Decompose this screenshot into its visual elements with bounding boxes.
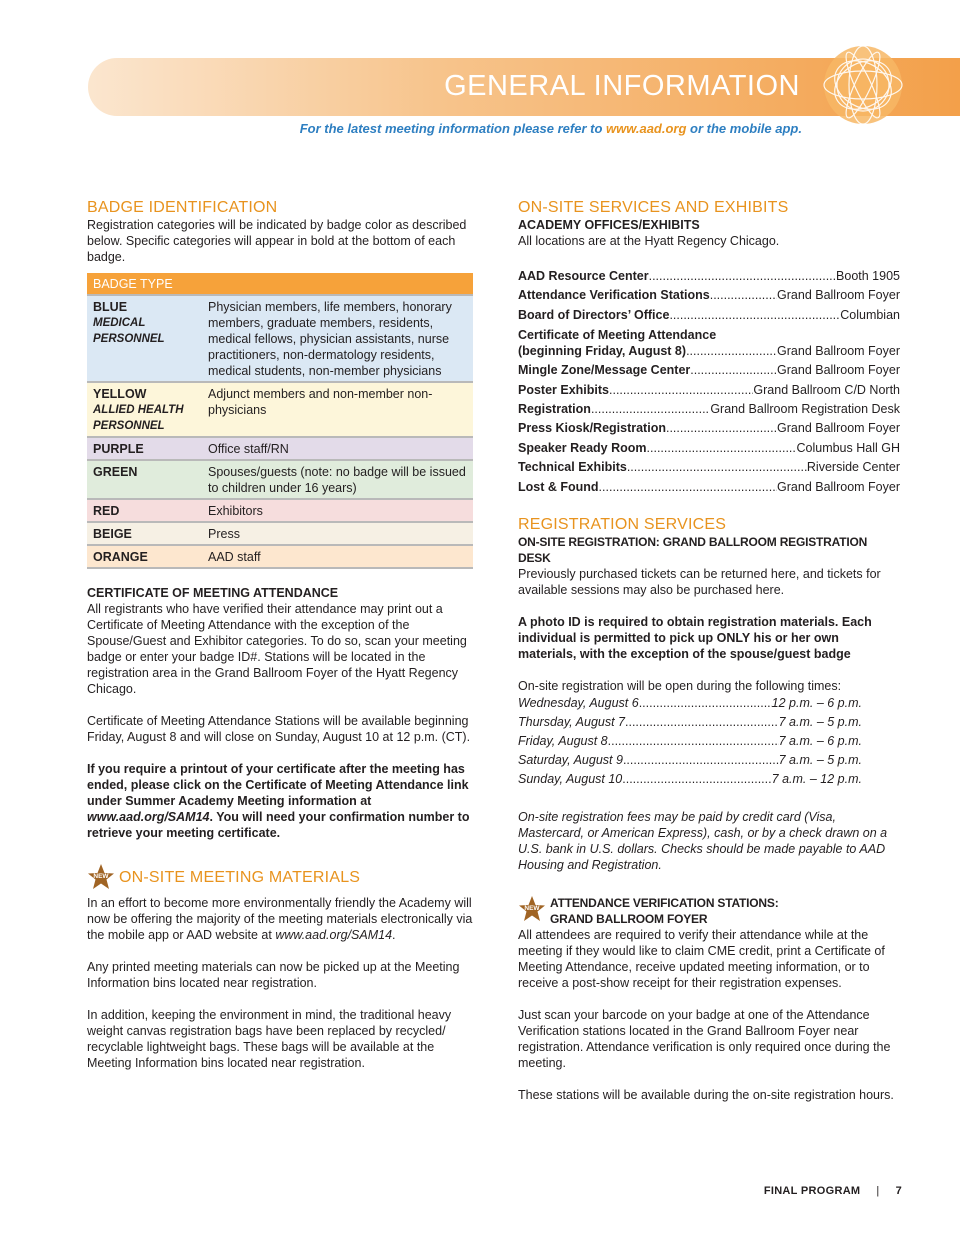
materials-p1-end: . bbox=[392, 928, 396, 942]
footer bbox=[764, 1185, 902, 1197]
service-name: Lost & Found bbox=[518, 479, 599, 494]
leader-dots bbox=[622, 770, 771, 789]
service-item bbox=[518, 286, 900, 305]
badge-color bbox=[87, 295, 202, 382]
hours-row bbox=[518, 694, 862, 713]
service-item bbox=[518, 361, 900, 380]
badge-description: Press bbox=[208, 527, 240, 541]
footer-label: FINAL PROGRAM bbox=[763, 1185, 861, 1197]
new-star-label: NEW bbox=[93, 873, 109, 880]
service-item-certificate-2 bbox=[518, 343, 900, 359]
service-name: Mingle Zone/Message Center bbox=[518, 363, 691, 378]
attendance-heading bbox=[518, 895, 900, 927]
badge-description: AAD staff bbox=[208, 550, 261, 564]
materials-p1 bbox=[87, 895, 475, 943]
badge-color-label: BLUE bbox=[93, 300, 128, 314]
badge-description: Physician members, life members, honorary members, graduate members, residents, medical fellows, physician assistants, nurse practitioners, non-dermatology residents, medical students, non-member physicians bbox=[208, 300, 452, 378]
materials-p3: In addition, keeping the environment in mind, the traditional heavy weight canvas registration bags have been replaced by recycled/ recyclable lightweight bags. These bags will be available at the Meeting Information bins located near registration. bbox=[87, 1008, 452, 1070]
leader-dots bbox=[639, 694, 772, 713]
leader-dots bbox=[666, 419, 777, 438]
materials-heading bbox=[87, 863, 475, 891]
badge-color-label: PURPLE bbox=[93, 442, 144, 456]
service-item bbox=[518, 478, 900, 497]
leader-dots bbox=[591, 400, 710, 419]
hours-time: 7 a.m. – 5 p.m. bbox=[778, 753, 862, 768]
hours-row bbox=[518, 732, 862, 751]
service-location: Columbus Hall GH bbox=[796, 440, 900, 455]
service-name: Press Kiosk/Registration bbox=[518, 421, 666, 436]
service-location: Grand Ballroom Registration Desk bbox=[710, 402, 900, 417]
certificate-p1: All registrants who have verified their attendance may print out a Certificate of Meeting Attendance with the exception of the Spouse/Guest and Exhibitor categories. To do so, scan your meeting badge or enter your badge ID#. Stations will be located in the registration area in the Grand Ballroom Foyer of the Hyatt Regency Chicago. bbox=[87, 602, 467, 696]
certificate-link[interactable]: www.aad.org/SAM14 bbox=[87, 810, 210, 824]
service-name: Certificate of Meeting Attendance bbox=[518, 328, 717, 343]
service-location: Grand Ballroom Foyer bbox=[777, 479, 900, 494]
leader-dots bbox=[710, 286, 777, 305]
hours-time: 12 p.m. – 6 p.m. bbox=[771, 696, 862, 711]
leader-dots bbox=[690, 361, 777, 380]
service-name: Poster Exhibits bbox=[518, 382, 609, 397]
certificate-p3-end: . You will need your confirmation number to retrieve your meeting certificate. bbox=[87, 810, 470, 840]
services-intro: All locations are at the Hyatt Regency Chicago. bbox=[518, 234, 780, 248]
services-section-title: ON-SITE SERVICES AND EXHIBITS bbox=[518, 199, 789, 216]
badge-row bbox=[87, 437, 473, 460]
new-star-icon bbox=[87, 863, 115, 891]
registration-section-title: REGISTRATION SERVICES bbox=[518, 516, 727, 534]
new-star-label: NEW bbox=[524, 905, 540, 913]
badge-description: Exhibitors bbox=[208, 504, 263, 518]
hours-day: Saturday, August 9 bbox=[518, 753, 623, 768]
badge-color bbox=[87, 545, 202, 568]
service-item-certificate bbox=[518, 327, 900, 343]
certificate-p3-text: If you require a printout of your certificate after the meeting has ended, please click on the Certificate of Meeting Attendance link under Summer Academy Meeting information at bbox=[87, 762, 469, 808]
certificate-p2: Certificate of Meeting Attendance Stations will be available beginning Friday, August 8 and will close on Sunday, August 10 at 12 p.m. (CT). bbox=[87, 714, 471, 744]
leader-dots bbox=[608, 732, 779, 751]
service-name: AAD Resource Center bbox=[518, 269, 649, 283]
service-location: Columbian bbox=[840, 307, 900, 322]
service-location: Grand Ballroom C/D North bbox=[753, 382, 900, 397]
service-location: Grand Ballroom Foyer bbox=[777, 344, 900, 359]
attendance-p1: All attendees are required to verify their attendance while at the meeting if they would like to claim CME credit, print a Certificate of Meeting Attendance, receive updated meeting information, or to receive a post-show receipt for their registration expenses. bbox=[518, 928, 885, 991]
globe-icon bbox=[822, 44, 904, 126]
leader-dots bbox=[669, 306, 840, 325]
new-star-icon bbox=[518, 895, 546, 923]
certificate-p3 bbox=[87, 761, 475, 841]
badge-description: Office staff/RN bbox=[208, 442, 289, 456]
badge-color bbox=[87, 460, 202, 499]
tagline-text: For the latest meeting information please refer to bbox=[299, 121, 606, 136]
hours-day: Thursday, August 7 bbox=[518, 715, 626, 730]
service-item bbox=[518, 267, 900, 286]
materials-p2: Any printed meeting materials can now be picked up at the Meeting Information bins located near registration. bbox=[87, 960, 460, 990]
badge-row bbox=[87, 382, 473, 437]
registration-p2: A photo ID is required to obtain registration materials. Each individual is permitted to pick up ONLY his or her own materials, with the exception of the spouse/guest badge bbox=[518, 615, 872, 662]
badge-color-label: ORANGE bbox=[93, 550, 148, 564]
service-item bbox=[518, 381, 900, 400]
service-location: Grand Ballroom Foyer bbox=[777, 288, 900, 303]
attendance-title-1: ATTENDANCE VERIFICATION STATIONS: bbox=[550, 896, 779, 911]
tagline-text-end: or the mobile app. bbox=[686, 121, 802, 136]
leader-dots bbox=[599, 478, 777, 497]
materials-p1-text: In an effort to become more environmentally friendly the Academy will now be offering the majority of the meeting materials electronically via the mobile app or AAD website at bbox=[87, 896, 473, 942]
service-name: Speaker Ready Room bbox=[518, 440, 647, 455]
badge-table-header-label: BADGE TYPE bbox=[87, 273, 473, 295]
leader-dots bbox=[649, 267, 836, 286]
leader-dots bbox=[625, 713, 779, 732]
materials-link[interactable]: www.aad.org/SAM14 bbox=[275, 928, 393, 942]
leader-dots bbox=[686, 343, 777, 359]
badge-section-title: BADGE IDENTIFICATION bbox=[87, 199, 278, 216]
service-location: Riverside Center bbox=[806, 460, 900, 475]
page-number: 7 bbox=[895, 1185, 902, 1197]
left-column bbox=[87, 198, 475, 1071]
leader-dots bbox=[623, 751, 779, 770]
service-name-detail: (beginning Friday, August 8) bbox=[518, 344, 687, 359]
badge-color bbox=[87, 382, 202, 437]
right-column bbox=[518, 198, 900, 1103]
hours-day: Wednesday, August 6 bbox=[518, 696, 639, 711]
badge-row bbox=[87, 460, 473, 499]
service-item bbox=[518, 439, 900, 458]
badge-description: Spouses/guests (note: no badge will be issued to children under 16 years) bbox=[208, 465, 466, 495]
badge-row bbox=[87, 545, 473, 568]
badge-row bbox=[87, 522, 473, 545]
service-item bbox=[518, 458, 900, 477]
badge-color-label: YELLOW bbox=[93, 387, 147, 401]
hours-time: 7 a.m. – 5 p.m. bbox=[778, 715, 862, 730]
attendance-title-2: GRAND BALLROOM FOYER bbox=[550, 912, 708, 927]
hours-row bbox=[518, 751, 862, 770]
page-title: GENERAL INFORMATION bbox=[444, 70, 800, 102]
service-location: Grand Ballroom Foyer bbox=[777, 421, 900, 436]
hours-day: Sunday, August 10 bbox=[518, 772, 623, 787]
footer-separator: | bbox=[876, 1185, 880, 1197]
registration-subtitle: ON-SITE REGISTRATION: GRAND BALLROOM REGISTRATION DESK bbox=[518, 535, 868, 566]
service-item bbox=[518, 419, 900, 438]
badge-color-label: BEIGE bbox=[93, 527, 132, 541]
badge-color bbox=[87, 437, 202, 460]
service-location: Booth 1905 bbox=[836, 269, 900, 283]
service-name: Attendance Verification Stations bbox=[518, 288, 710, 303]
services-list bbox=[518, 267, 900, 497]
badge-intro: Registration categories will be indicated by badge color as described below. Specific categories will appear in bold at the bottom of each badge. bbox=[87, 218, 467, 264]
badge-row bbox=[87, 499, 473, 522]
materials-section-title: ON-SITE MEETING MATERIALS bbox=[119, 868, 361, 886]
service-name: Board of Directors’ Office bbox=[518, 307, 670, 322]
hours-time: 7 a.m. – 12 p.m. bbox=[771, 772, 862, 787]
certificate-title: CERTIFICATE OF MEETING ATTENDANCE bbox=[87, 586, 339, 600]
leader-dots bbox=[609, 381, 753, 400]
registration-fees: On-site registration fees may be paid by credit card (Visa, Mastercard, or American Express), cash, or by a check drawn on a U.S. bank in U.S. dollars. Checks should be made payable to AAD Housing and Registration. bbox=[518, 810, 888, 873]
tagline-link[interactable]: www.aad.org bbox=[606, 121, 687, 136]
services-subtitle: ACADEMY OFFICES/EXHIBITS bbox=[518, 218, 700, 232]
hours-intro: On-site registration will be open during the following times: bbox=[518, 679, 842, 694]
registration-p1: Previously purchased tickets can be returned here, and tickets for available sessions may also be purchased here. bbox=[518, 567, 881, 598]
hours-list bbox=[518, 694, 900, 789]
hours-row bbox=[518, 770, 862, 789]
badge-row bbox=[87, 295, 473, 382]
hours-day: Friday, August 8 bbox=[518, 734, 608, 749]
badge-color bbox=[87, 499, 202, 522]
badge-color bbox=[87, 522, 202, 545]
service-location: Grand Ballroom Foyer bbox=[777, 363, 900, 378]
badge-color-label: RED bbox=[93, 504, 120, 518]
badge-category: ALLIED HEALTH PERSONNEL bbox=[93, 404, 184, 432]
hours-time: 7 a.m. – 6 p.m. bbox=[778, 734, 862, 749]
hours-row bbox=[518, 713, 862, 732]
badge-color-label: GREEN bbox=[93, 465, 138, 479]
badge-description: Adjunct members and non-member non-physicians bbox=[208, 387, 433, 417]
attendance-p3: These stations will be available during the on-site registration hours. bbox=[518, 1088, 894, 1103]
badge-table bbox=[87, 273, 473, 569]
service-item bbox=[518, 306, 900, 325]
badge-category: MEDICAL PERSONNEL bbox=[93, 317, 165, 345]
service-name: Technical Exhibits bbox=[518, 460, 627, 475]
service-item bbox=[518, 400, 900, 419]
tagline bbox=[0, 121, 802, 136]
attendance-p2: Just scan your barcode on your badge at one of the Attendance Verification stations located in the Grand Ballroom Foyer near registration. Attendance verification is only required once during the meeting. bbox=[518, 1008, 891, 1071]
leader-dots bbox=[627, 458, 807, 477]
leader-dots bbox=[647, 439, 797, 458]
badge-table-header bbox=[87, 273, 473, 295]
service-name: Registration bbox=[518, 402, 591, 417]
